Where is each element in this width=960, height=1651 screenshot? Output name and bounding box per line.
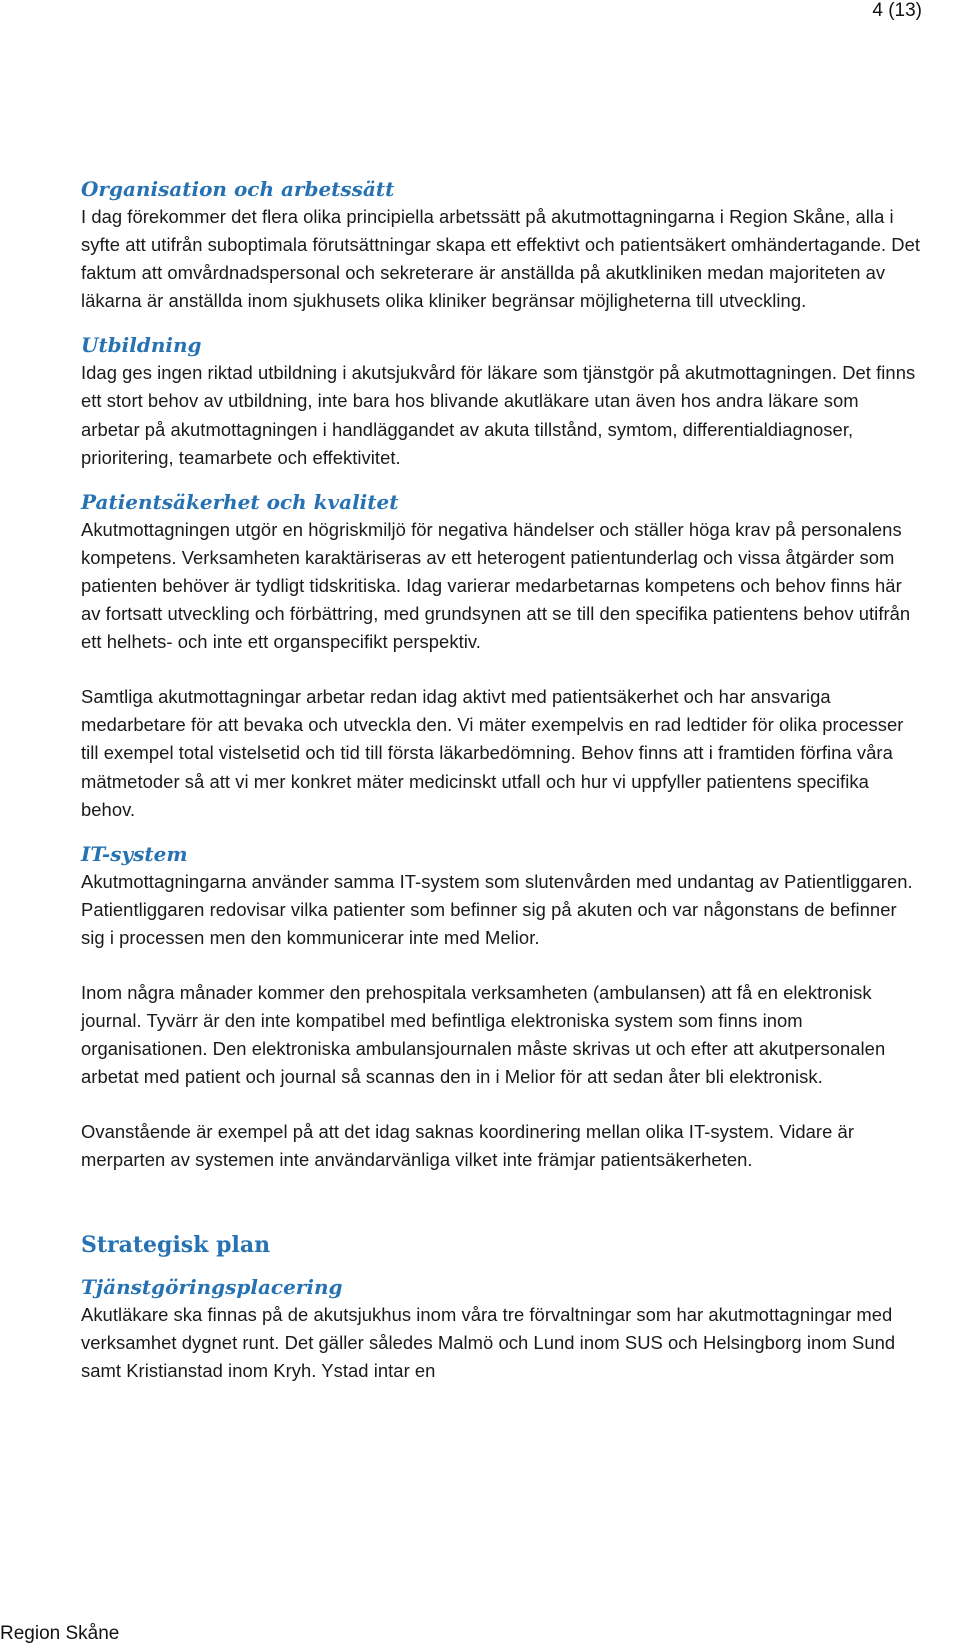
heading-organisation: Organisation och arbetssätt [81,177,395,201]
heading-strategisk-plan: Strategisk plan [81,1231,271,1258]
paragraph-itsystem-1: Akutmottagningarna använder samma IT-system som slutenvården med undantag av Patientliggaren. Patientliggaren redovisar vilka patienter som befinner sig på akuten och var någonstans de befinner sig i processen men den kommunicerar inte med Melior. [81,870,913,948]
heading-utbildning: Utbildning [81,333,202,358]
paragraph-tjanstgoringsplacering: Akutläkare ska finnas på de akutsjukhus inom våra tre förvaltningar som har akutmottagningar med verksamhet dygnet runt. Det gäller således Malmö och Lund inom SUS och Helsingborg inom Sund samt Kristianstad inom Kryh. Ystad intar en [81,1303,896,1381]
heading-itsystem: IT-system [81,841,188,866]
document-body [81,176,921,1385]
page-number: 4 (13) [872,0,922,21]
heading-tjanstgoringsplacering: Tjänstgöringsplacering [81,1274,343,1299]
paragraph-patientsakerhet-2: Samtliga akutmottagningar arbetar redan idag aktivt med patientsäkerhet och har ansvariga medarbetare för att bevaka och utveckla den. Vi mäter exempelvis en rad ledtider för olika processer till exempel total vistelsetid och tid till första läkarbedömning. Behov finns att i framtiden förfina våra mätmetoder så att vi mer konkret mäter medicinskt utfall och hur vi uppfyller patientens specifika behov. [81,686,904,820]
footer-org-name: Region Skåne [0,1623,120,1644]
paragraph-organisation: I dag förekommer det flera olika principiella arbetssätt på akutmottagningarna i Region Skåne, alla i syfte att utifrån suboptimala förutsättningar skapa ett effektivt och patientsäkert omhändertagande. Det faktum att omvårdnadspersonal och sekreterare är anställda på akutkliniken medan majoriteten av läkarna är anställda inom sjukhusets olika kliniker begränsar möjligheterna till utveckling. [81,206,921,312]
paragraph-itsystem-3: Ovanstående är exempel på att det idag saknas koordinering mellan olika IT-system. Vidare är merparten av systemen inte användarvänliga vilket inte främjar patientsäkerheten. [81,1121,854,1171]
paragraph-patientsakerhet-1: Akutmottagningen utgör en högriskmiljö för negativa händelser och ställer höga krav på personalens kompetens. Verksamheten karaktäriseras av ett heterogent patientunderlag och vissa åtgärder som patienten behöver är tydligt tidskritiska. Idag varierar medarbetarnas kompetens och behov finns här av fortsatt utveckling och förbättring, med grundsynen att se till den specifika patientens behov utifrån ett helhets- och inte ett organspecifikt perspektiv. [81,518,911,653]
paragraph-utbildning: Idag ges ingen riktad utbildning i akutsjukvård för läkare som tjänstgör på akutmottagningen. Det finns ett stort behov av utbildning, inte bara hos blivande akutläkare utan även hos andra läkare som arbetar på akutmottagningen i handläggandet av akuta tillstånd, symtom, differentialdiagnoser, prioritering, teamarbete och effektivitet. [81,362,916,468]
paragraph-itsystem-2: Inom några månader kommer den prehospitala verksamheten (ambulansen) att få en elektronisk journal. Tyvärr är den inte kompatibel med befintliga elektroniska system som finns inom organisationen. Den elektroniska ambulansjournalen måste skrivas ut och efter att akutpersonalen arbetat med patient och journal så scannas den in i Melior för att sedan åter bli elektronisk. [81,981,886,1088]
heading-patientsakerhet: Patientsäkerhet och kvalitet [81,489,399,514]
